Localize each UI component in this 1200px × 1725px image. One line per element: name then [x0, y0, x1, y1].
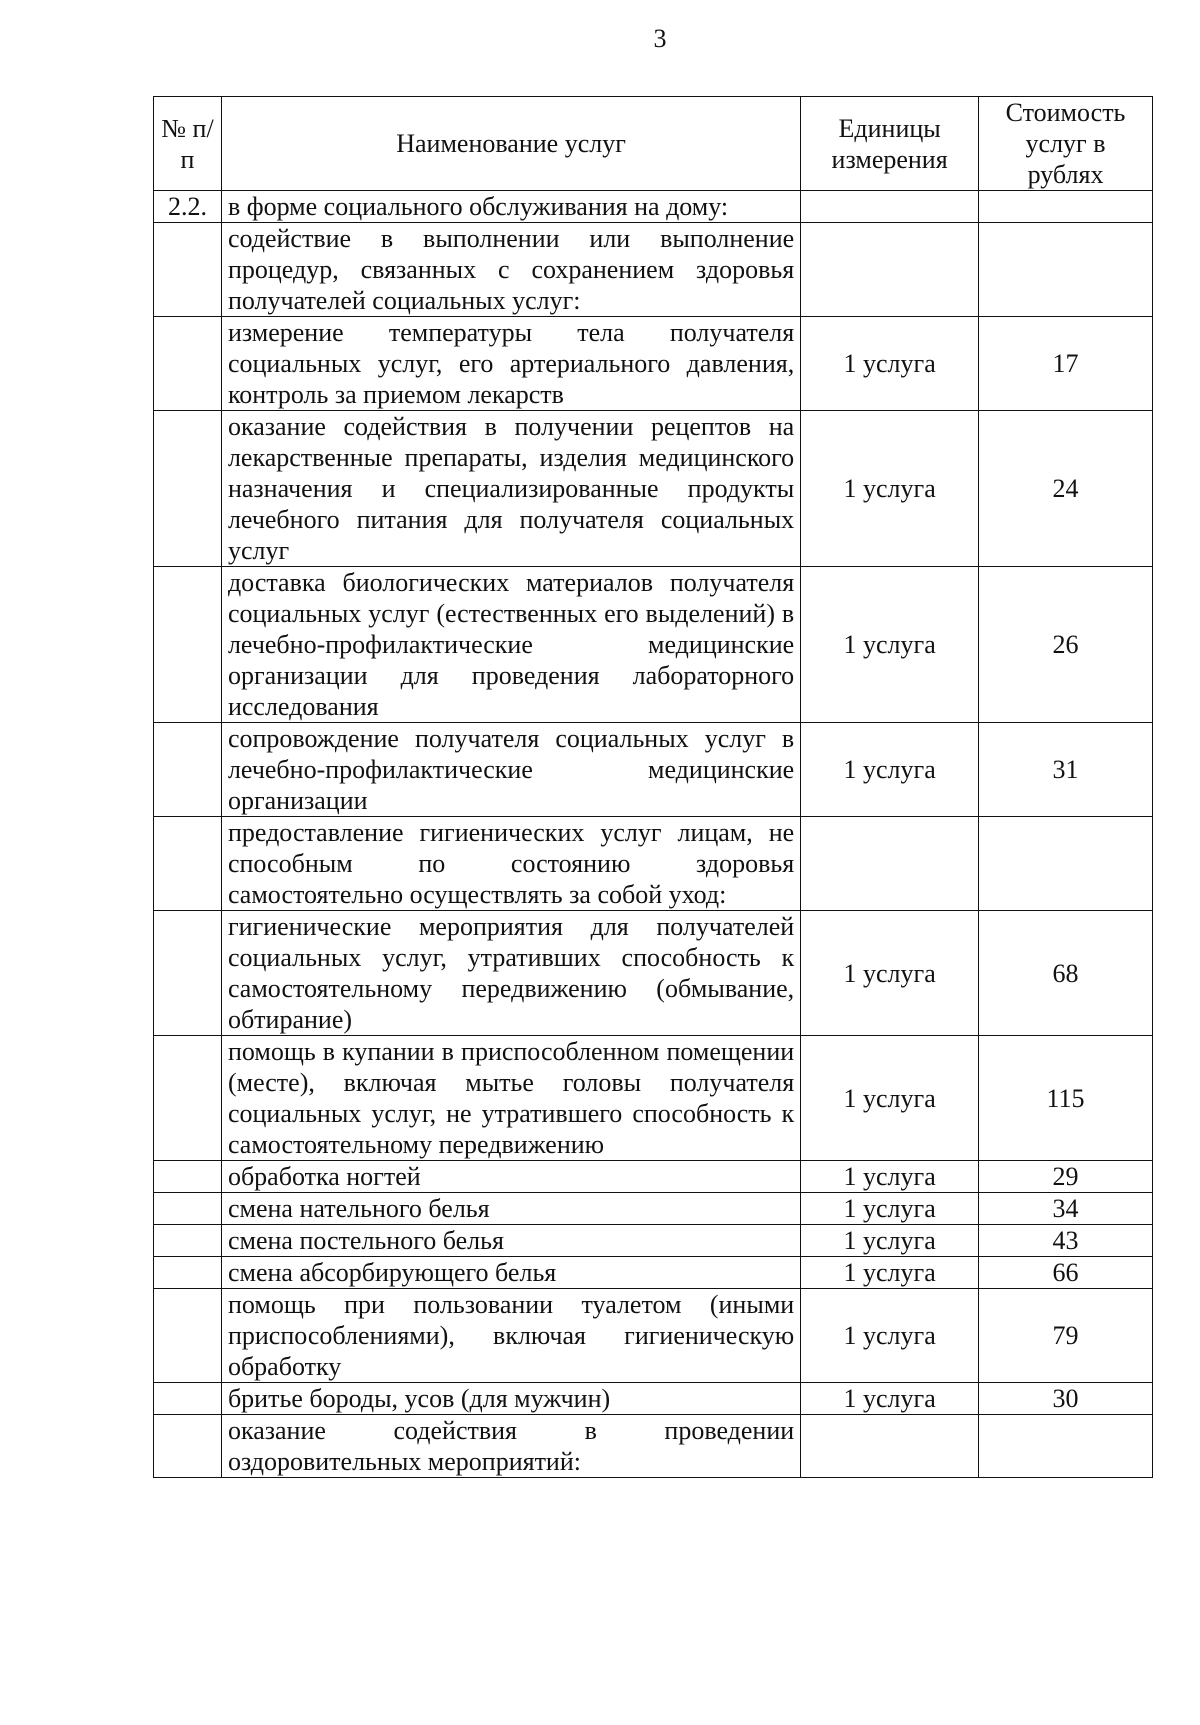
header-cost: Стоимость услуг в рублях: [979, 97, 1153, 191]
service-name: помощь при пользовании туалетом (иными приспособлениями), включая гигиеническую обработку: [221, 1289, 800, 1383]
cost-cell: 68: [979, 911, 1153, 1036]
unit-cell: 1 услуга: [801, 1193, 979, 1225]
service-name: содействие в выполнении или выполнение процедур, связанных с сохранением здоровья получателей социальных услуг:: [221, 223, 800, 317]
row-number: [154, 1415, 222, 1478]
service-name: обработка ногтей: [221, 1161, 800, 1193]
cost-cell: 79: [979, 1289, 1153, 1383]
cost-cell: [979, 191, 1153, 223]
unit-cell: [801, 817, 979, 911]
table-row: [154, 1225, 1153, 1257]
unit-cell: 1 услуга: [801, 1225, 979, 1257]
header-unit: Единицы измерения: [801, 97, 979, 191]
cost-cell: 115: [979, 1036, 1153, 1161]
service-name: предоставление гигиенических услуг лицам, не способным по состоянию здоровья самостоятельно осуществлять за собой уход:: [221, 817, 800, 911]
cost-cell: 24: [979, 411, 1153, 567]
table-row: [154, 1193, 1153, 1225]
header-num: № п/п: [154, 97, 222, 191]
unit-cell: 1 услуга: [801, 1289, 979, 1383]
row-number: [154, 1289, 222, 1383]
table-header: [154, 97, 1153, 191]
table-row: [154, 191, 1153, 223]
service-name: бритье бороды, усов (для мужчин): [221, 1383, 800, 1415]
table-row: [154, 817, 1153, 911]
unit-cell: 1 услуга: [801, 723, 979, 817]
unit-cell: 1 услуга: [801, 411, 979, 567]
cost-cell: 26: [979, 567, 1153, 723]
row-number: [154, 1161, 222, 1193]
row-number: [154, 411, 222, 567]
row-number: [154, 817, 222, 911]
table-row: [154, 567, 1153, 723]
unit-cell: [801, 1415, 979, 1478]
cost-cell: 29: [979, 1161, 1153, 1193]
unit-cell: 1 услуга: [801, 1036, 979, 1161]
row-number: [154, 223, 222, 317]
cost-cell: 43: [979, 1225, 1153, 1257]
table-row: [154, 1415, 1153, 1478]
row-number: [154, 911, 222, 1036]
unit-cell: 1 услуга: [801, 1161, 979, 1193]
table-body: [154, 191, 1153, 1478]
services-table: [153, 96, 1153, 1478]
table-row: [154, 411, 1153, 567]
row-number: 2.2.: [154, 191, 222, 223]
row-number: [154, 317, 222, 411]
cost-cell: [979, 817, 1153, 911]
table-row: [154, 223, 1153, 317]
table-row: [154, 1289, 1153, 1383]
service-name: смена нательного белья: [221, 1193, 800, 1225]
cost-cell: 17: [979, 317, 1153, 411]
row-number: [154, 1193, 222, 1225]
table-row: [154, 317, 1153, 411]
service-name: оказание содействия в получении рецептов на лекарственные препараты, изделия медицинского назначения и специализированные продукты лечебного питания для получателя социальных услуг: [221, 411, 800, 567]
service-name: гигиенические мероприятия для получателей социальных услуг, утративших способность к самостоятельному передвижению (обмывание, обтирание): [221, 911, 800, 1036]
table-row: [154, 1161, 1153, 1193]
unit-cell: 1 услуга: [801, 317, 979, 411]
row-number: [154, 1383, 222, 1415]
table-row: [154, 723, 1153, 817]
row-number: [154, 1225, 222, 1257]
cost-cell: 34: [979, 1193, 1153, 1225]
service-name: помощь в купании в приспособленном помещении (месте), включая мытье головы получателя социальных услуг, не утратившего способность к самостоятельному передвижению: [221, 1036, 800, 1161]
service-name: оказание содействия в проведении оздоровительных мероприятий:: [221, 1415, 800, 1478]
cost-cell: [979, 1415, 1153, 1478]
page-number: 3: [653, 24, 667, 53]
unit-cell: 1 услуга: [801, 567, 979, 723]
cost-cell: [979, 223, 1153, 317]
row-number: [154, 723, 222, 817]
cost-cell: 66: [979, 1257, 1153, 1289]
table-row: [154, 1383, 1153, 1415]
unit-cell: 1 услуга: [801, 1257, 979, 1289]
header-name: Наименование услуг: [221, 97, 800, 191]
table-row: [154, 1257, 1153, 1289]
table-row: [154, 1036, 1153, 1161]
service-name: измерение температуры тела получателя социальных услуг, его артериального давления, контроль за приемом лекарств: [221, 317, 800, 411]
service-name: смена постельного белья: [221, 1225, 800, 1257]
unit-cell: [801, 191, 979, 223]
service-name: в форме социального обслуживания на дому:: [221, 191, 800, 223]
unit-cell: [801, 223, 979, 317]
row-number: [154, 567, 222, 723]
row-number: [154, 1257, 222, 1289]
service-name: доставка биологических материалов получателя социальных услуг (естественных его выделений) в лечебно-профилактические медицинские организации для проведения лабораторного исследования: [221, 567, 800, 723]
service-name: смена абсорбирующего белья: [221, 1257, 800, 1289]
cost-cell: 31: [979, 723, 1153, 817]
row-number: [154, 1036, 222, 1161]
unit-cell: 1 услуга: [801, 911, 979, 1036]
service-name: сопровождение получателя социальных услуг в лечебно-профилактические медицинские организации: [221, 723, 800, 817]
cost-cell: 30: [979, 1383, 1153, 1415]
unit-cell: 1 услуга: [801, 1383, 979, 1415]
table-row: [154, 911, 1153, 1036]
